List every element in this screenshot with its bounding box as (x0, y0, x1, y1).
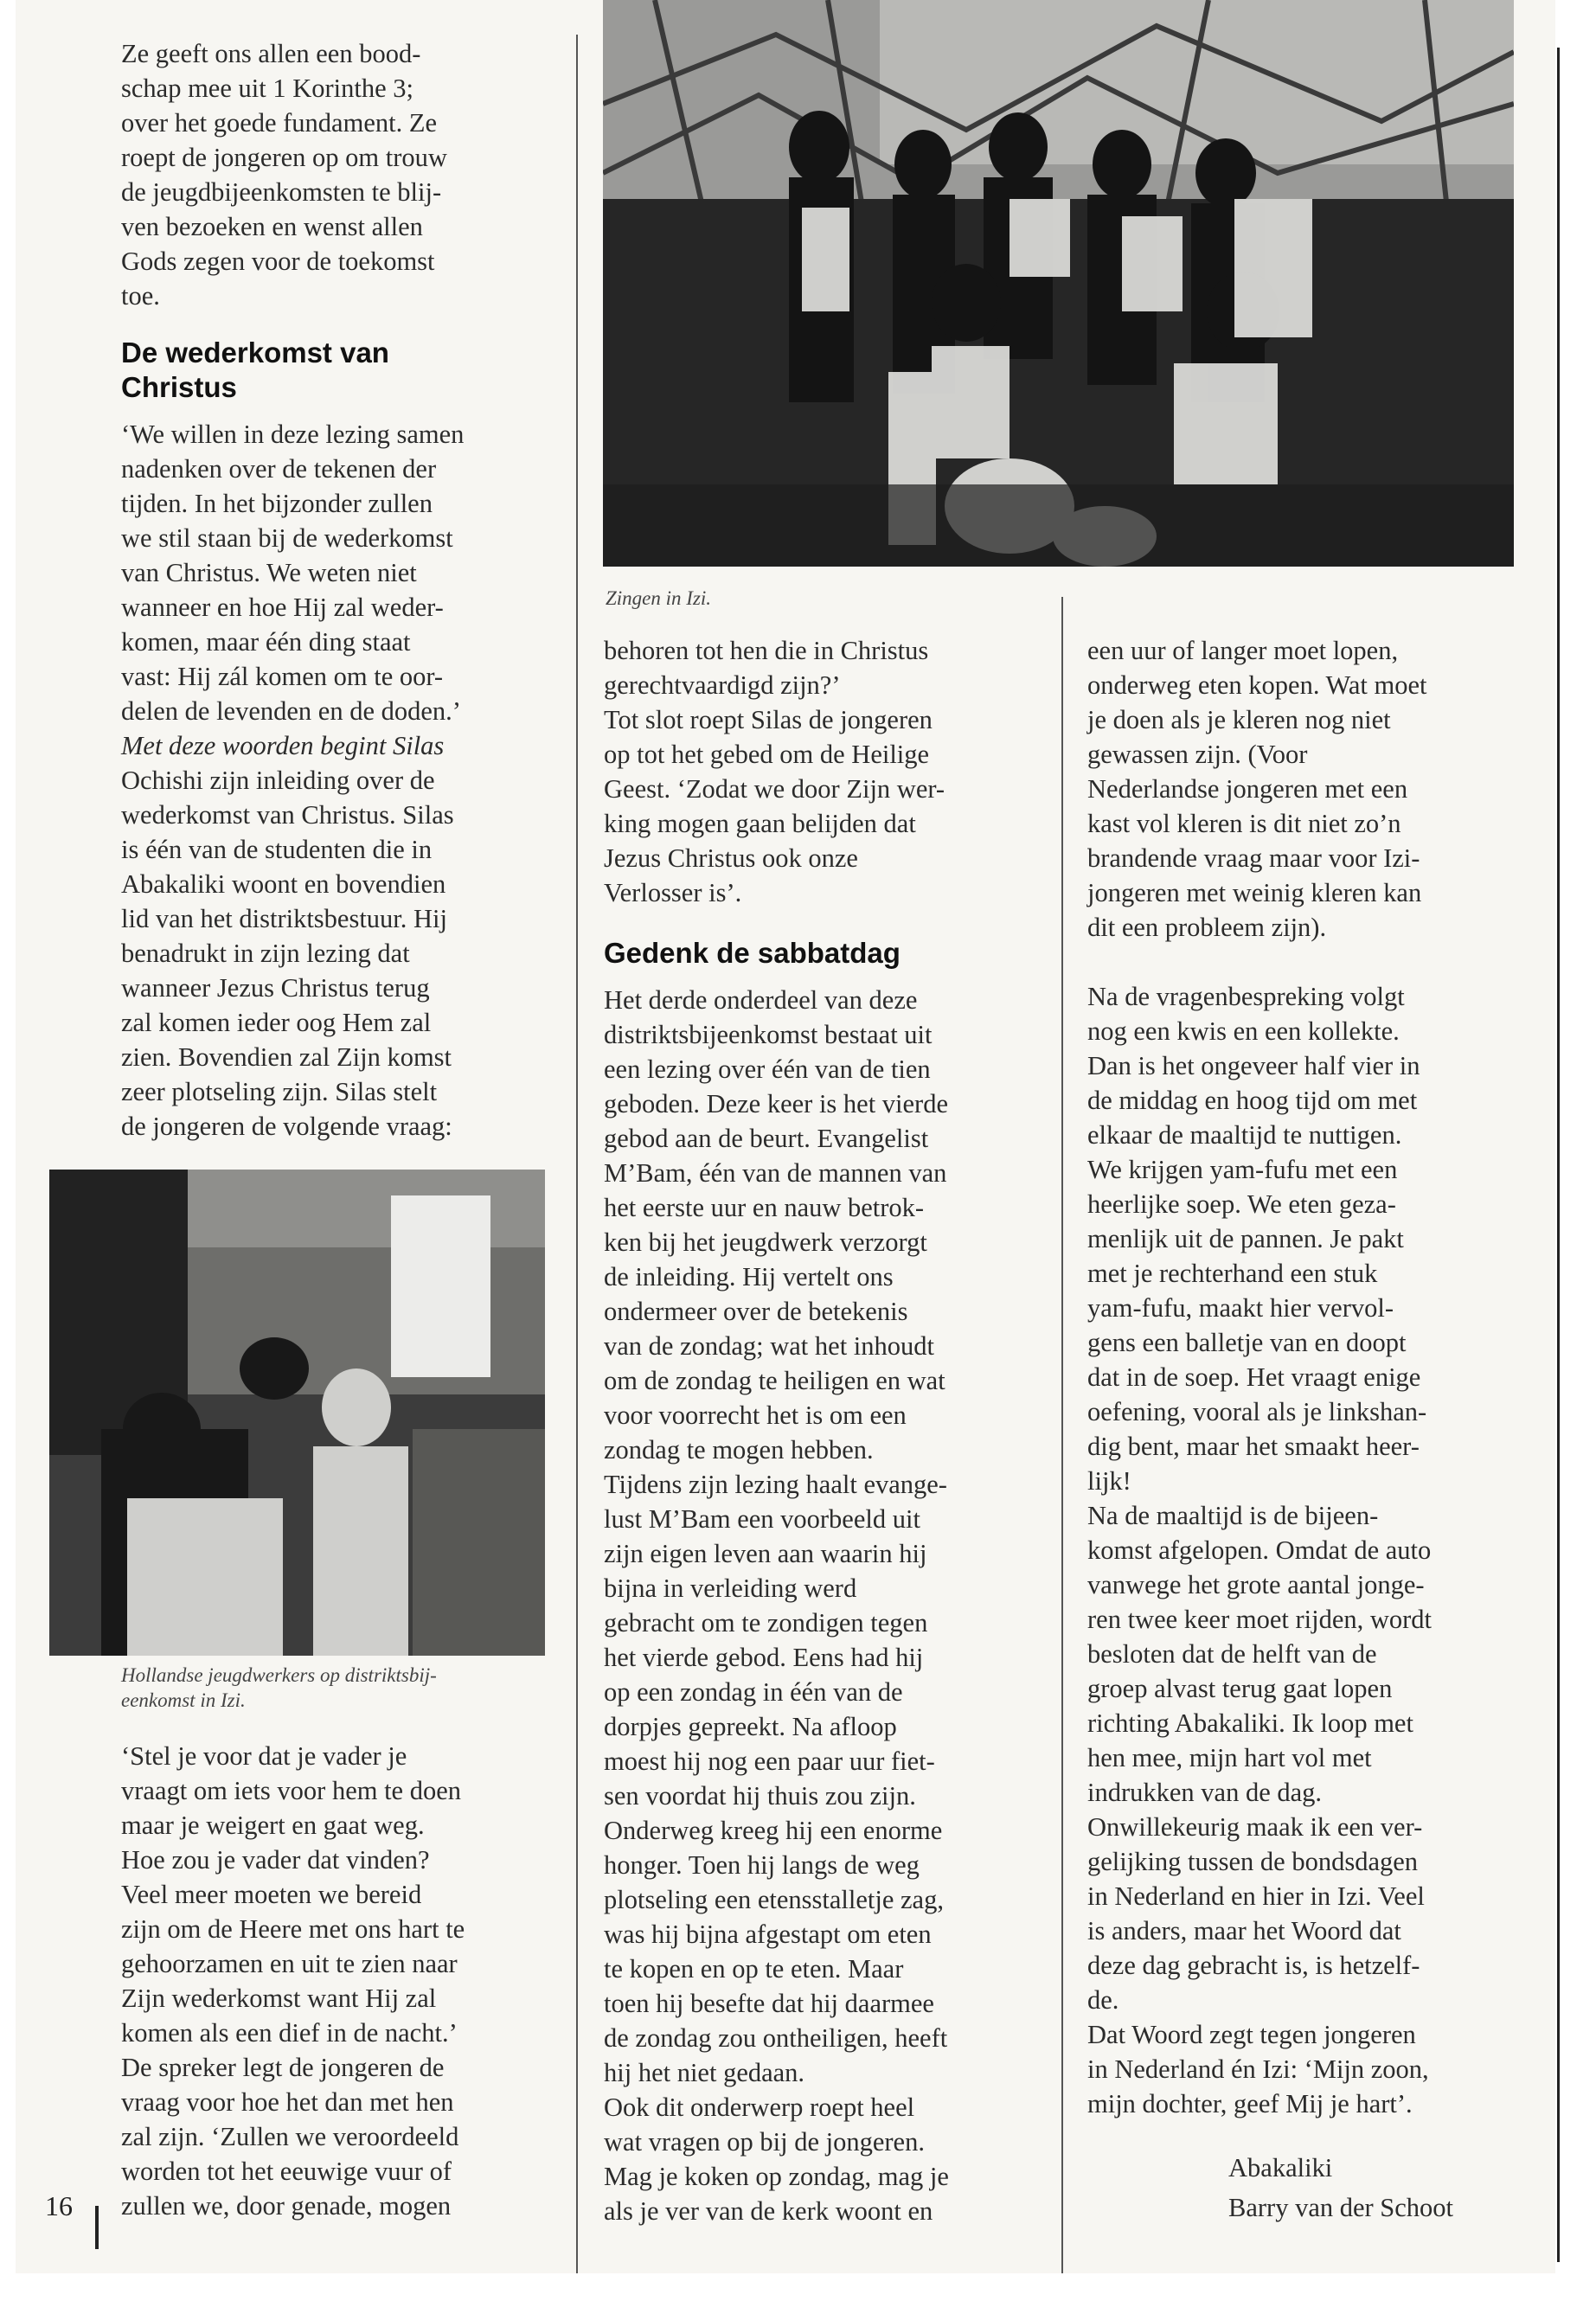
signoff-place: Abakaliki (1228, 2153, 1333, 2182)
paragraph-kleren: een uur of langer moet lopen, onderweg eten kopen. Wat moet je doen als je kleren nog niet gewassen zijn. (Voor Nederlandse jongeren met een kast vol kleren is dit niet zo’n brandende vraag maar voor Izi- jongeren met weinig kleren kan dit een probleem zijn). (1087, 636, 1427, 942)
page-number-rule (95, 2206, 99, 2249)
signoff-author: Barry van der Schoot (1228, 2193, 1454, 2222)
photo-singing-in-izi (603, 0, 1514, 567)
heading-wederkomst: De wederkomst van Christus (121, 336, 389, 403)
column-divider-1 (576, 35, 578, 2275)
paragraph-gebed: behoren tot hen die in Christus gerechtvaardigd zijn?’ Tot slot roept Silas de jongeren op tot het gebed om de Heilige Geest. ‘Zodat we door Zijn wer- king mogen gaan belijden dat Jezus Christus ook onze Verlosser is’. (604, 636, 945, 907)
page-number: 16 (45, 2190, 73, 2221)
heading-sabbatdag: Gedenk de sabbatdag (604, 937, 901, 969)
paragraph-vader-quote: ‘Stel je voor dat je vader je vraagt om iets voor hem te doen maar je weigert en gaat weg. Hoe zou je vader dat vinden? Veel meer moeten we bereid zijn om de Heere met ons hart te gehoorzamen en uit te zien naar Zijn wederkomst want Hij zal komen als een dief in de nacht.’ De spreker legt de jongeren de vraag voor hoe het dan met hen zal zijn. ‘Zullen we veroordeeld worden tot het eeuwige vuur of zullen we, door genade, mogen (121, 1741, 465, 2221)
column-1-continued (121, 1739, 549, 2223)
caption-workers: Hollandse jeugdwerkers op distriktsbij- eenkomst in Izi. (121, 1664, 437, 1711)
page-edge (1557, 48, 1560, 2262)
column-1 (121, 36, 549, 1144)
paragraph-silas: Ochishi zijn inleiding over de wederkomst van Christus. Silas is één van de studenten die in Abakaliki woont en bovendien lid van het distriktsbestuur. Hij benadrukt in zijn lezing dat wanneer Jezus Christus terug zal komen ieder oog Hem zal zien. Bovendien zal Zijn komst zeer plotseling zijn. Silas stelt de jongeren de volgende vraag: (121, 766, 454, 1141)
column-divider-2 (1061, 597, 1063, 2275)
signoff (1228, 2148, 1453, 2227)
column-3 (1087, 633, 1533, 2121)
caption-singing: Zingen in Izi. (606, 587, 712, 609)
paragraph-quote-silas: ‘We willen in deze lezing samen nadenken over de tekenen der tijden. In het bijzonder zullen we stil staan bij de wederkomst van Christus. We weten niet wanneer en hoe Hij zal weder- komen, maar één ding staat vast: Hij zál komen om te oor- delen de levenden en de doden.’ (121, 420, 465, 726)
paragraph-sabbat: Het derde onderdeel van deze distriktsbijeenkomst bestaat uit een lezing over één van de tien geboden. Deze keer is het vierde gebod aan de beurt. Evangelist M’Bam, één van de mannen van het eerste uur en nauw betrok- ken bij het jeugdwerk verzorgt de inleiding. Hij vertelt ons ondermeer over de betekenis van de zondag; wat het inhoudt om de zondag te heiligen en wat voor voorrecht het is om een zondag te mogen hebben. Tijdens zijn lezing haalt evange- lust M’Bam een voorbeeld uit zijn eigen leven aan waarin hij bijna in verleiding werd gebracht om te zondigen tegen het vierde gebod. Eens had hij op een zondag in één van de dorpjes gepreekt. Na afloop moest hij nog een paar uur fiet- sen voordat hij thuis zou zijn. Onderweg kreeg hij een enorme honger. Toen hij langs de weg plotseling een etensstalletje zag, was hij bijna afgestapt om eten te kopen en op te eten. Maar toen hij besefte dat hij daarmee de zondag zou ontheiligen, heeft hij het niet gedaan. Ook dit onderwerp roept heel wat vragen op bij de jongeren. Mag je koken op zondag, mag je als je ver van de kerk woont en (604, 985, 949, 2226)
paragraph-maaltijd: Na de vragenbespreking volgt nog een kwis en een kollekte. Dan is het ongeveer half vier in de middag en hoog tijd om met elkaar de maaltijd te nuttigen. We krijgen yam-fufu met een heerlijke soep. We eten geza- menlijk uit de pannen. Je pakt met je rechterhand een stuk yam-fufu, maakt hier vervol- gens een balletje van en doopt dat in de soep. Het vraagt enige oefening, vooral als je linkshan- dig bent, maar het smaakt heer- lijk! Na de maaltijd is de bijeen- komst afgelopen. Omdat de auto vanwege het grote aantal jonge- ren twee keer moet rijden, wordt besloten dat de helft van de groep alvast terug gaat lopen richting Abakaliki. Ik loop met hen mee, mijn hart vol met indrukken van de dag. Onwillekeurig maak ik een ver- gelijking tussen de bondsdagen in Nederland en hier in Izi. Veel is anders, maar het Woord dat deze dag gebracht is, is hetzelf- de. Dat Woord zegt tegen jongeren in Nederland én Izi: ‘Mijn zoon, mijn dochter, geef Mij je hart’. (1087, 982, 1433, 2118)
paragraph-intro: Ze geeft ons allen een bood- schap mee uit 1 Korinthe 3; over het goede fundament. Ze roept de jongeren op om trouw de jeugdbijeenkomsten te blij- ven bezoeken en wenst allen Gods zegen voor de toekomst toe. (121, 39, 447, 311)
scan-margin (0, 2273, 1596, 2301)
paragraph-italic-lead: Met deze woorden begint Silas (121, 731, 445, 760)
column-2 (604, 633, 1045, 2228)
photo-youth-workers (49, 1170, 545, 1656)
